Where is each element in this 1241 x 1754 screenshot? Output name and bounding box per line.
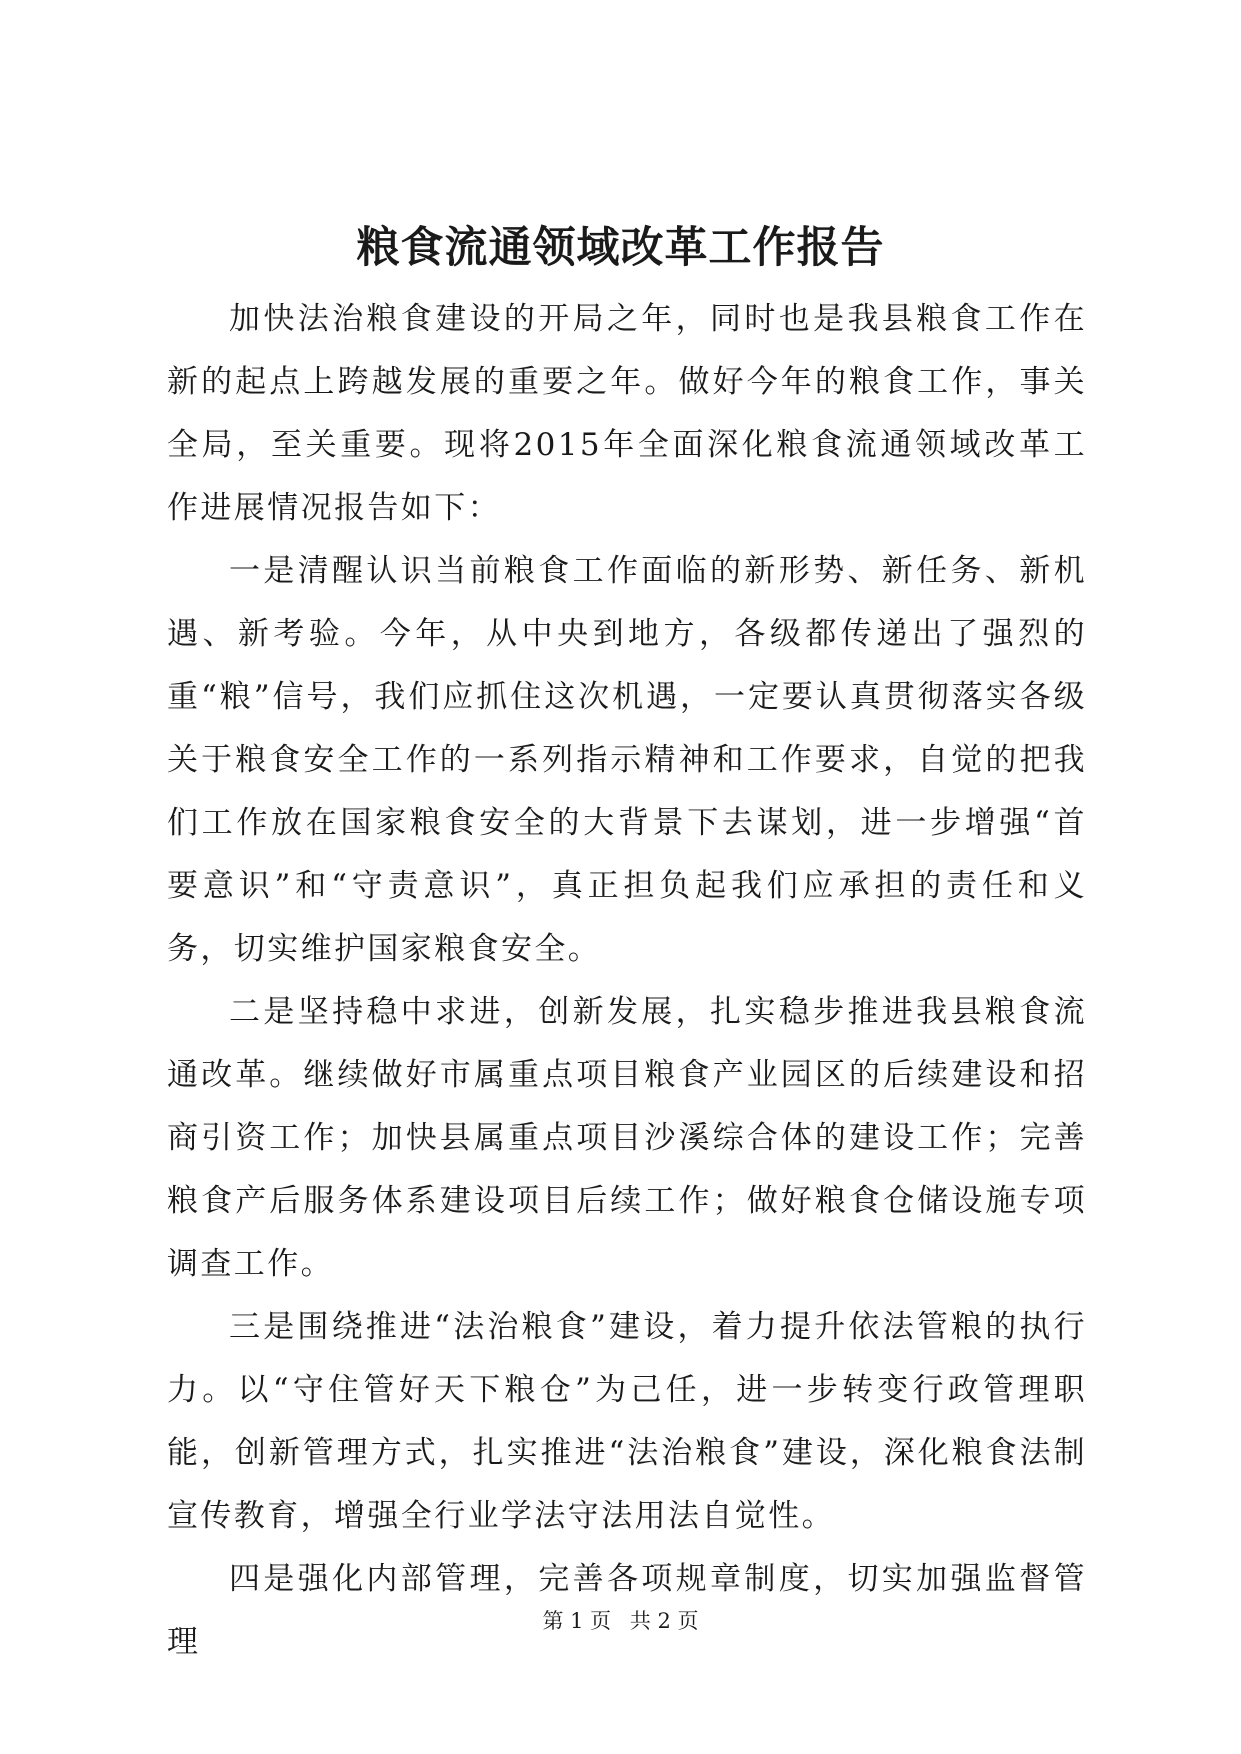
paragraph-intro: 加快法治粮食建设的开局之年，同时也是我县粮食工作在新的起点上跨越发展的重要之年。做好今年的粮食工作，事关全局，至关重要。现将2015年全面深化粮食流通领域改革工作进展情况报告如下： (167, 301, 1087, 526)
paragraph-point-4: 四是强化内部管理，完善各项规章制度，切实加强监督管理 (167, 1561, 1087, 1660)
document-title: 粮食流通领域改革工作报告 (356, 223, 885, 273)
total-pages: 共 2 页 (629, 1609, 699, 1633)
paragraph-point-2: 二是坚持稳中求进，创新发展，扎实稳步推进我县粮食流通改革。继续做好市属重点项目粮食产业园区的后续建设和招商引资工作；加快县属重点项目沙溪综合体的建设工作；完善粮食产后服务体系建设项目后续工作；做好粮食仓储设施专项调查工作。 (167, 994, 1087, 1282)
document-body (167, 288, 1087, 1674)
paragraph-point-3: 三是围绕推进“法治粮食”建设，着力提升依法管粮的执行力。以“守住管好天下粮仓”为己任，进一步转变行政管理职能，创新管理方式，扎实推进“法治粮食”建设，深化粮食法制宣传教育，增强全行业学法守法用法自觉性。 (167, 1309, 1087, 1534)
page-footer (0, 1606, 1241, 1636)
paragraph-point-1: 一是清醒认识当前粮食工作面临的新形势、新任务、新机遇、新考验。今年，从中央到地方，各级都传递出了强烈的重“粮”信号，我们应抓住这次机遇，一定要认真贯彻落实各级关于粮食安全工作的一系列指示精神和工作要求，自觉的把我们工作放在国家粮食安全的大背景下去谋划，进一步增强“首要意识”和“守责意识”，真正担负起我们应承担的责任和义务，切实维护国家粮食安全。 (167, 553, 1087, 967)
page-number: 第 1 页 (542, 1609, 612, 1633)
